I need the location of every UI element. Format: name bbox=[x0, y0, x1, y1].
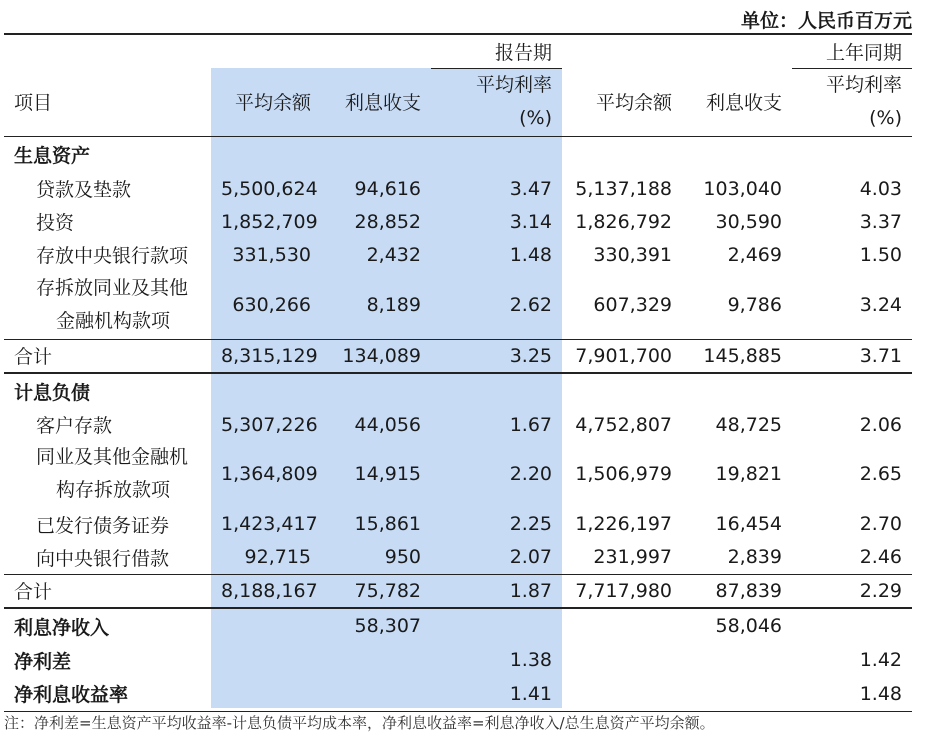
total-row-liabilities: 合计 8,188,167 75,782 1.87 7,717,980 87,839 2.29 bbox=[4, 574, 912, 608]
table-row: 存拆放同业及其他 金融机构款项 630,266 8,189 2.62 607,329 9,786 3.24 bbox=[4, 271, 912, 339]
row-label: 同业及其他金融机 构存拆放款项 bbox=[36, 446, 189, 501]
net-spread-row: 净利差 1.38 1.42 bbox=[4, 643, 912, 677]
section-row-assets bbox=[4, 136, 912, 172]
period-header-row bbox=[4, 34, 912, 68]
period-prior-label: 上年同期 bbox=[792, 34, 912, 68]
col-pri-balance-header: 平均余额 bbox=[562, 68, 682, 136]
period-current-label: 报告期 bbox=[431, 34, 562, 68]
col-pri-interest-header: 利息收支 bbox=[682, 68, 792, 136]
table-row: 存放中央银行款项 331,530 2,432 1.48 330,391 2,469 1.50 bbox=[4, 238, 912, 271]
section-title-assets: 生息资产 bbox=[14, 144, 91, 167]
column-header-row bbox=[4, 68, 912, 136]
table-row: 客户存款 5,307,226 44,056 1.67 4,752,807 48,725 2.06 bbox=[4, 408, 912, 441]
total-row-assets: 合计 8,315,129 134,089 3.25 7,901,700 145,885 3.71 bbox=[4, 339, 912, 373]
row-label: 客户存款 bbox=[36, 415, 113, 437]
row-label: 合计 bbox=[4, 339, 211, 373]
col-pri-rate-header: 平均利率 (%) bbox=[792, 68, 912, 136]
row-label: 已发行债务证券 bbox=[36, 514, 170, 537]
table-row: 投资 1,852,709 28,852 3.14 1,826,792 30,590 3.37 bbox=[4, 205, 912, 238]
row-label: 净利差 bbox=[14, 650, 72, 673]
unit-label: 单位：人民币百万元 bbox=[740, 10, 912, 32]
row-label: 合计 bbox=[4, 574, 211, 608]
col-cur-rate-header: 平均利率 (%) bbox=[431, 68, 562, 136]
table-row: 向中央银行借款 92,715 950 2.07 231,997 2,839 2.46 bbox=[4, 541, 912, 574]
col-item-header: 项目 bbox=[4, 68, 211, 136]
section-title-liabilities: 计息负债 bbox=[14, 381, 91, 404]
net-interest-income-row: 利息净收入 58,307 58,046 bbox=[4, 608, 912, 643]
table-row: 贷款及垫款 5,500,624 94,616 3.47 5,137,188 103,040 4.03 bbox=[4, 172, 912, 205]
interest-table bbox=[4, 33, 912, 712]
row-label: 存拆放同业及其他 金融机构款项 bbox=[36, 276, 189, 332]
row-label: 贷款及垫款 bbox=[36, 179, 132, 201]
row-label: 利息净收入 bbox=[14, 616, 110, 639]
col-cur-interest-header: 利息收支 bbox=[321, 68, 431, 136]
net-interest-margin-row: 净利息收益率 1.41 1.48 bbox=[4, 677, 912, 711]
row-label: 向中央银行借款 bbox=[36, 547, 170, 570]
row-label: 投资 bbox=[36, 212, 75, 234]
table-row: 同业及其他金融机 构存拆放款项 1,364,809 14,915 2.20 1,506,979 19,821 2.65 bbox=[4, 441, 912, 507]
row-label: 存放中央银行款项 bbox=[36, 245, 189, 267]
footnote: 注：净利差=生息资产平均收益率-计息负债平均成本率，净利息收益率=利息净收入/总生息资产平均余额。 bbox=[4, 714, 715, 732]
col-cur-balance-header: 平均余额 bbox=[211, 68, 321, 136]
section-row-liabilities bbox=[4, 373, 912, 408]
row-label: 净利息收益率 bbox=[4, 677, 211, 711]
table-row: 已发行债务证券 1,423,417 15,861 2.25 1,226,197 16,454 2.70 bbox=[4, 507, 912, 541]
